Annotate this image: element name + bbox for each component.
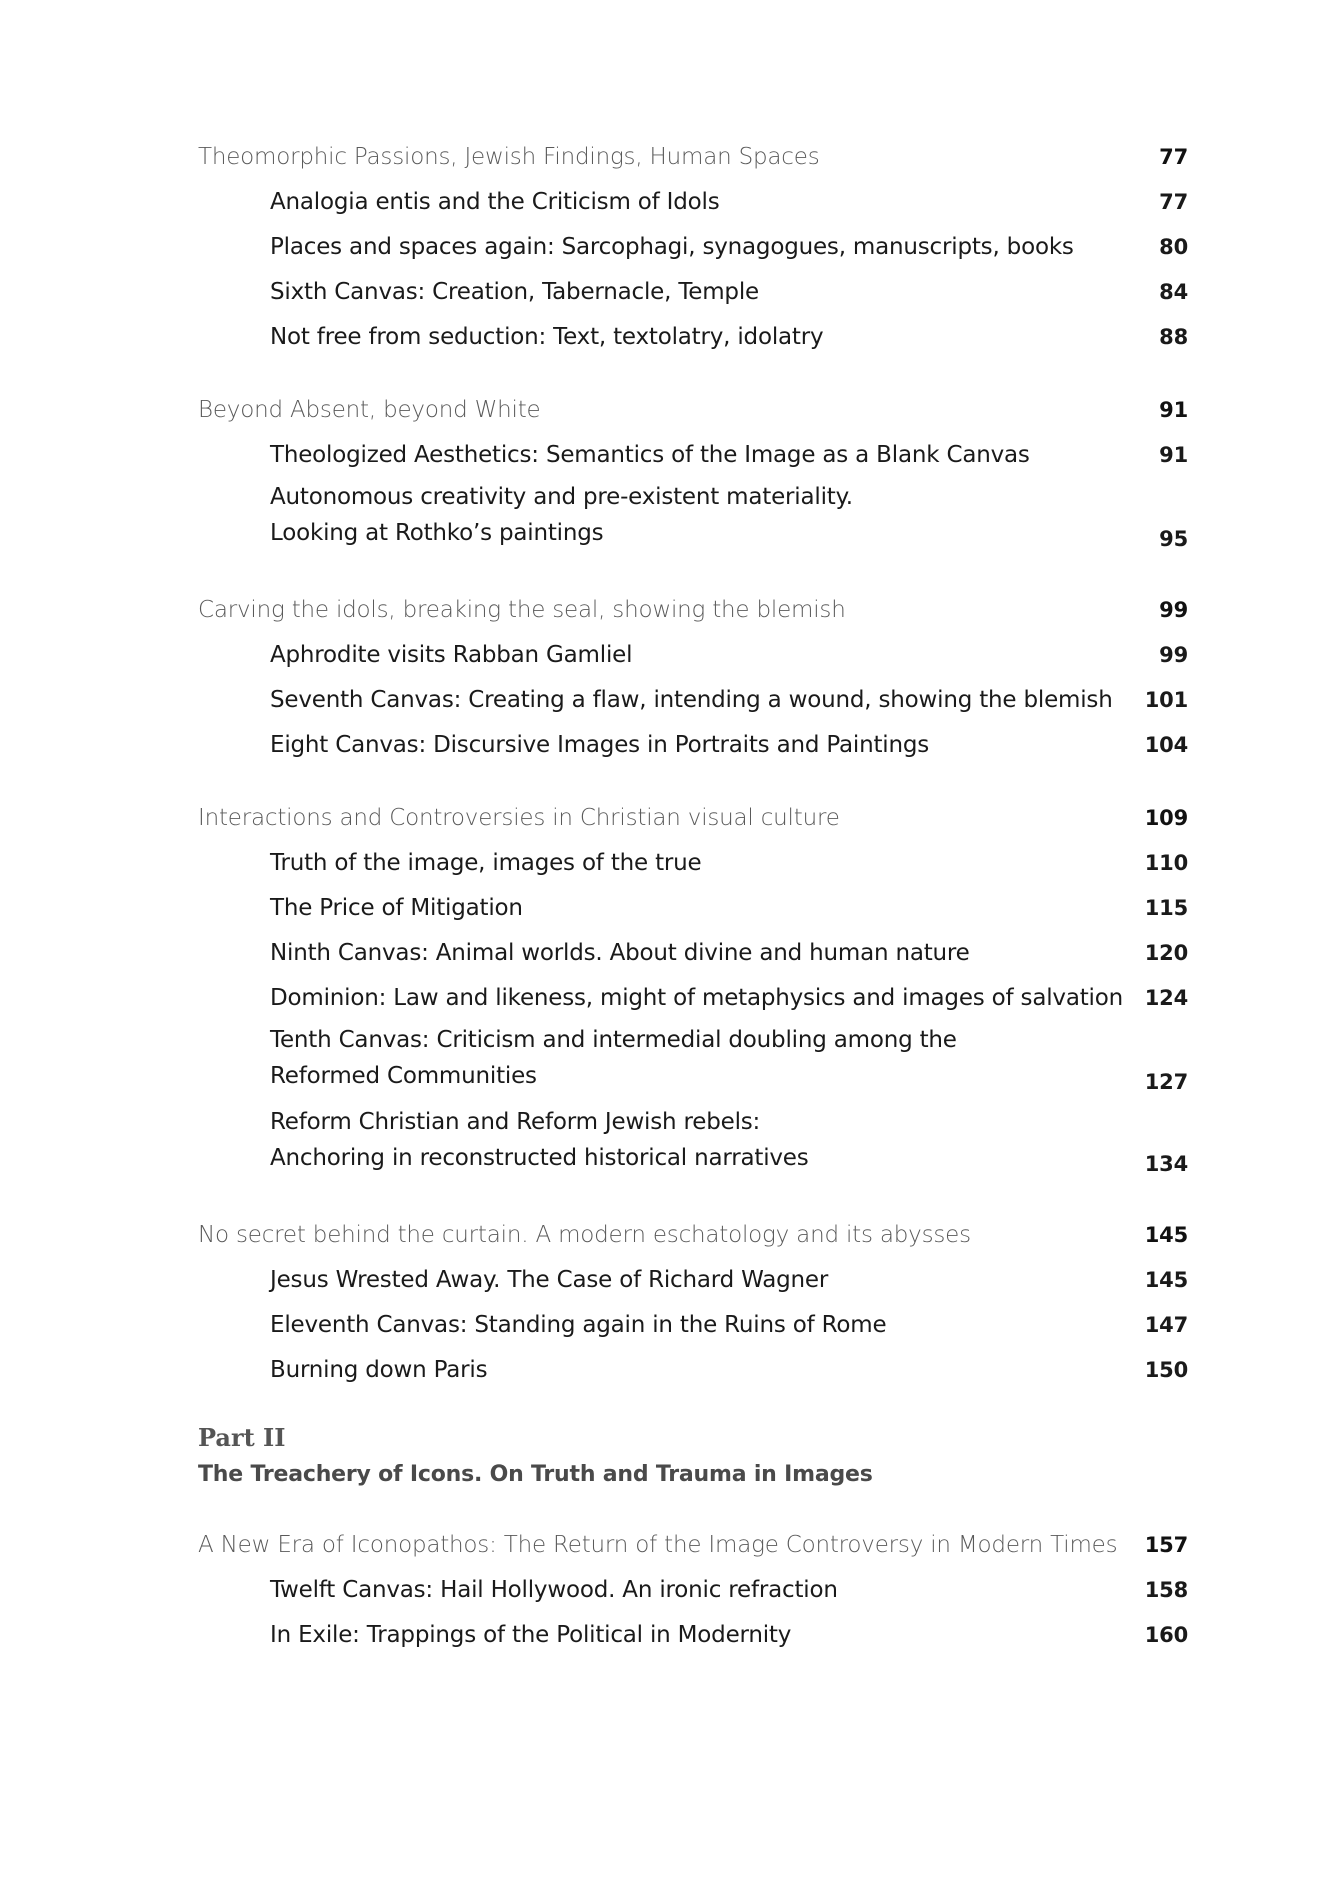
page-number: 110 <box>1144 850 1188 875</box>
toc-entry[interactable] <box>198 1020 1188 1102</box>
section-title: Carving the idols, breaking the seal, showing the blemish <box>198 596 846 623</box>
entry-title: Analogia entis and the Criticism of Idols <box>270 188 720 215</box>
toc-entry[interactable] <box>198 314 1188 359</box>
entry-title-line: Anchoring in reconstructed historical narratives <box>270 1145 809 1171</box>
toc-entry[interactable] <box>198 1302 1188 1347</box>
entry-title: Eight Canvas: Discursive Images in Portraits and Paintings <box>270 731 930 758</box>
entry-title <box>270 1022 957 1094</box>
page-number: 157 <box>1144 1532 1188 1557</box>
section-spacer <box>198 1494 1188 1522</box>
toc-entry[interactable] <box>198 179 1188 224</box>
page-number: 104 <box>1144 732 1188 757</box>
page-number: 124 <box>1144 985 1188 1010</box>
toc-entry[interactable] <box>198 432 1188 477</box>
toc-entry[interactable] <box>198 722 1188 767</box>
part-title: The Treachery of Icons. On Truth and Trauma in Images <box>198 1462 873 1487</box>
page-number: 84 <box>1159 279 1188 304</box>
entry-title: The Price of Mitigation <box>270 894 523 921</box>
entry-title: Seventh Canvas: Creating a flaw, intending a wound, showing the blemish <box>270 686 1113 713</box>
entry-title-line: Reform Christian and Reform Jewish rebels: <box>270 1109 761 1135</box>
toc-entry[interactable] <box>198 632 1188 677</box>
page-number: 91 <box>1159 442 1188 467</box>
section-title: No secret behind the curtain. A modern eschatology and its abysses <box>198 1221 971 1248</box>
toc-entry[interactable] <box>198 269 1188 314</box>
entry-title: Twelft Canvas: Hail Hollywood. An ironic refraction <box>270 1576 838 1603</box>
entry-title: Dominion: Law and likeness, might of metaphysics and images of salvation <box>270 984 1123 1011</box>
toc-section-heading[interactable] <box>198 134 1188 179</box>
entry-title-line: Tenth Canvas: Criticism and intermedial doubling among the <box>270 1027 957 1053</box>
page-number: 95 <box>1159 527 1188 551</box>
page-number: 115 <box>1144 895 1188 920</box>
page-number: 91 <box>1159 397 1188 422</box>
toc-entry[interactable] <box>198 1347 1188 1392</box>
toc-entry[interactable] <box>198 677 1188 722</box>
entry-title: Eleventh Canvas: Standing again in the Ruins of Rome <box>270 1311 887 1338</box>
page-number: 77 <box>1159 189 1188 214</box>
toc-entry[interactable] <box>198 975 1188 1020</box>
page-number: 134 <box>1144 1152 1188 1176</box>
section-title: Theomorphic Passions, Jewish Findings, Human Spaces <box>198 143 820 170</box>
page-number: 99 <box>1159 597 1188 622</box>
toc-entry[interactable] <box>198 477 1188 559</box>
section-spacer <box>198 359 1188 387</box>
entry-title: Places and spaces again: Sarcophagi, synagogues, manuscripts, books <box>270 233 1074 260</box>
toc-entry[interactable] <box>198 930 1188 975</box>
entry-title: Jesus Wrested Away. The Case of Richard Wagner <box>270 1266 829 1293</box>
page-number: 150 <box>1144 1357 1188 1382</box>
entry-title: Burning down Paris <box>270 1356 488 1383</box>
toc-section-heading[interactable] <box>198 1522 1188 1567</box>
entry-title: Theologized Aesthetics: Semantics of the Image as a Blank Canvas <box>270 441 1030 468</box>
toc-entry[interactable] <box>198 1257 1188 1302</box>
entry-title: Not free from seduction: Text, textolatry, idolatry <box>270 323 824 350</box>
toc-entry[interactable] <box>198 1102 1188 1184</box>
page-number: 99 <box>1159 642 1188 667</box>
page-number: 80 <box>1159 234 1188 259</box>
toc-section-heading[interactable] <box>198 587 1188 632</box>
page-number: 120 <box>1144 940 1188 965</box>
entry-title <box>270 479 853 551</box>
section-spacer <box>198 1392 1188 1420</box>
entry-title-line: Reformed Communities <box>270 1063 537 1089</box>
page-number: 77 <box>1159 144 1188 169</box>
entry-title-line: Looking at Rothko’s paintings <box>270 520 604 546</box>
page-number: 158 <box>1144 1577 1188 1602</box>
toc-entry[interactable] <box>198 885 1188 930</box>
page-number: 88 <box>1159 324 1188 349</box>
toc-entry[interactable] <box>198 224 1188 269</box>
part-label: Part II <box>198 1423 286 1452</box>
page-number: 109 <box>1144 805 1188 830</box>
entry-title-line: Autonomous creativity and pre-existent materiality. <box>270 484 853 510</box>
section-title: Beyond Absent, beyond White <box>198 396 541 423</box>
toc-section-heading[interactable] <box>198 795 1188 840</box>
page-number: 145 <box>1144 1267 1188 1292</box>
page-number: 145 <box>1144 1222 1188 1247</box>
toc-entry[interactable] <box>198 840 1188 885</box>
section-spacer <box>198 767 1188 795</box>
entry-title: In Exile: Trappings of the Political in Modernity <box>270 1621 792 1648</box>
toc-entry[interactable] <box>198 1612 1188 1657</box>
page-number: 160 <box>1144 1622 1188 1647</box>
toc-section-heading[interactable] <box>198 387 1188 432</box>
table-of-contents <box>198 134 1188 1657</box>
entry-title: Sixth Canvas: Creation, Tabernacle, Temple <box>270 278 759 305</box>
toc-entry[interactable] <box>198 1567 1188 1612</box>
section-spacer <box>198 559 1188 587</box>
page-number: 127 <box>1144 1070 1188 1094</box>
toc-section-heading[interactable] <box>198 1212 1188 1257</box>
page-number: 101 <box>1144 687 1188 712</box>
entry-title <box>270 1104 809 1176</box>
entry-title: Aphrodite visits Rabban Gamliel <box>270 641 633 668</box>
section-title: Interactions and Controversies in Christian visual culture <box>198 804 840 831</box>
section-spacer <box>198 1184 1188 1212</box>
section-title: A New Era of Iconopathos: The Return of the Image Controversy in Modern Times <box>198 1531 1118 1558</box>
entry-title: Ninth Canvas: Animal worlds. About divine and human nature <box>270 939 970 966</box>
page-number: 147 <box>1144 1312 1188 1337</box>
entry-title: Truth of the image, images of the true <box>270 849 702 876</box>
